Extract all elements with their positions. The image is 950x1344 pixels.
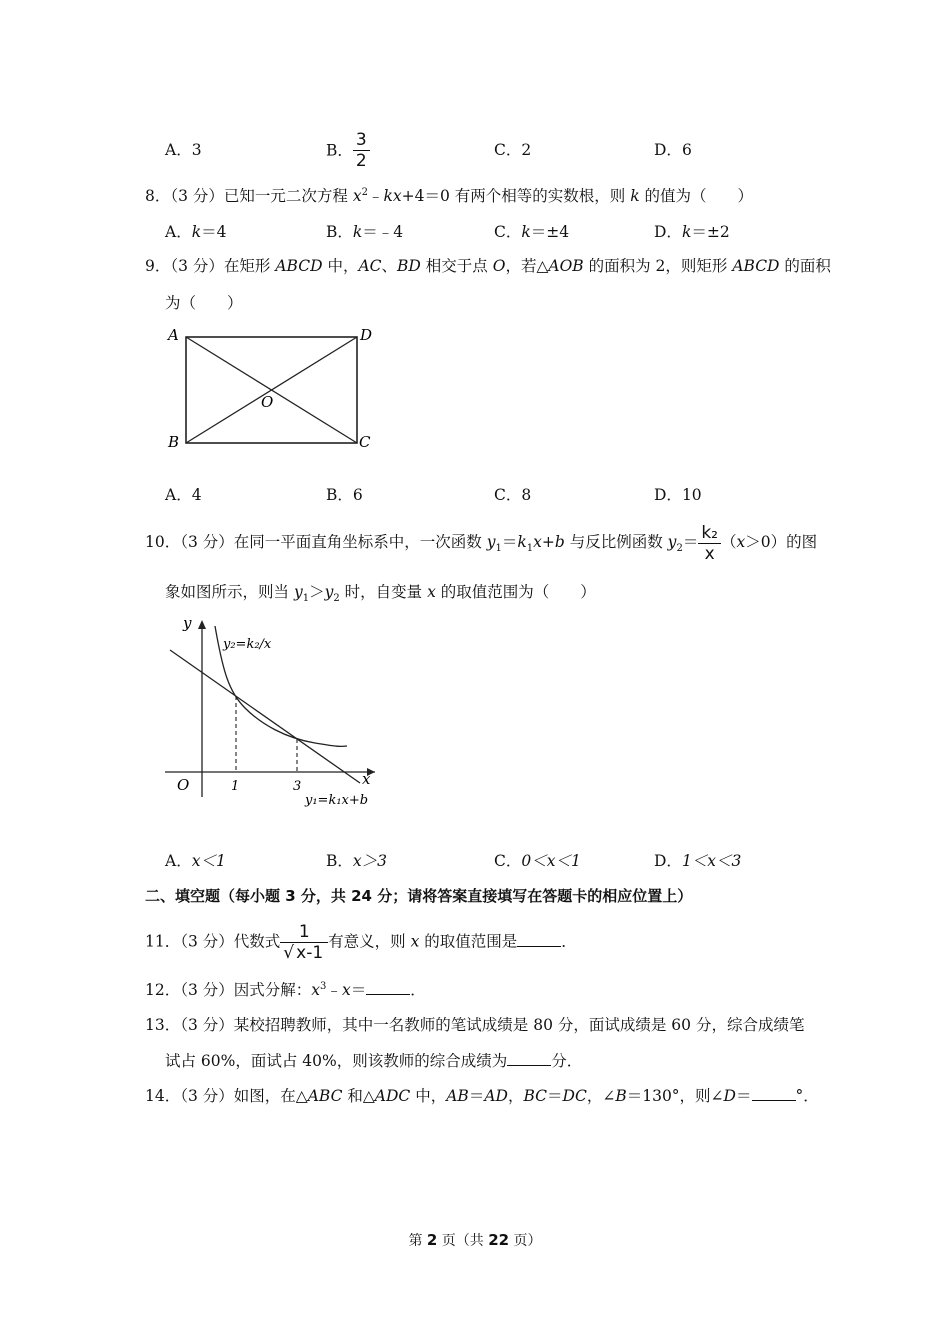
q9-stem: 9．（3 分）在矩形 ABCD 中，AC、BD 相交于点 O，若△AOB 的面积为 2，则矩形 ABCD 的面积 <box>145 257 831 275</box>
q14-stem: 14．（3 分）如图，在△ABC 和△ADC 中，AB＝AD，BC＝DC，∠B＝130°，则∠D＝ °． <box>145 1087 819 1105</box>
x-axis-label: x <box>362 770 371 788</box>
label-o: O <box>261 393 274 411</box>
page-number: 2 <box>426 1231 438 1249</box>
fraction-k2-over-x: $\frac{\text{k₂}}{x}$ <box>698 523 721 564</box>
q10-option-a: A．x＜1 <box>165 852 226 870</box>
answer-blank[interactable] <box>752 1100 796 1101</box>
q10-graph-figure <box>165 612 395 822</box>
linear-function-line <box>170 650 360 783</box>
line-label: y₁=k₁x+b <box>305 793 369 808</box>
answer-blank[interactable] <box>366 994 410 995</box>
label-c: C <box>359 433 371 451</box>
origin-label: O <box>177 776 190 794</box>
page-footer: 第 2 页（共 22 页） <box>408 1231 542 1249</box>
q8-option-c: C．k＝±4 <box>494 223 570 241</box>
q12-stem: 12．（3 分）因式分解：$x^3﹣x=$ ． <box>145 980 426 999</box>
q9-option-b: B．6 <box>326 486 363 504</box>
fraction-1-over-sqrt: $\frac{1}{√ x-1}$ <box>280 922 328 963</box>
answer-blank[interactable] <box>507 1065 551 1066</box>
label-d: D <box>360 326 373 344</box>
answer-blank[interactable] <box>517 946 561 947</box>
q9-option-c: C．8 <box>494 486 532 504</box>
q8-option-d: D．k＝±2 <box>654 223 730 241</box>
fraction: $\frac{3}{2}$ <box>353 130 370 171</box>
y-axis-label: y <box>183 614 192 632</box>
q13-stem-line2: 试占 60%，面试占 40%，则该教师的综合成绩为 分． <box>165 1052 583 1070</box>
q10-stem-line2: 象如图所示，则当 $y_1>y_2$ 时，自变量 x 的取值范围为（ ） <box>165 583 596 605</box>
q7-option-a: A．3 <box>165 141 202 159</box>
page-total: 22 <box>488 1231 510 1249</box>
q9-stem-line2: 为（ ） <box>165 294 243 312</box>
q10-option-c: C．0＜x＜1 <box>494 852 581 870</box>
q13-stem: 13．（3 分）某校招聘教师，其中一名教师的笔试成绩是 80 分，面试成绩是 60 分，综合成绩笔 <box>145 1016 805 1034</box>
tick-3: 3 <box>293 779 302 794</box>
q7-option-c: C．2 <box>494 141 532 159</box>
q10-option-b: B．x＞3 <box>326 852 387 870</box>
label-a: A <box>168 326 179 344</box>
y-axis-arrow <box>198 620 206 629</box>
label-b: B <box>168 433 180 451</box>
q7-option-d: D．6 <box>654 141 692 159</box>
q11-stem: 11．（3 分）代数式 $\frac{1}{√ x-1}$ 有意义，则 x 的取值范围是 ． <box>145 922 577 963</box>
q9-option-a: A．4 <box>165 486 202 504</box>
q10-option-d: D．1＜x＜3 <box>654 852 742 870</box>
tick-1: 1 <box>231 779 240 794</box>
q9-rectangle-figure <box>160 320 390 460</box>
q8-option-a: A．k＝4 <box>165 223 227 241</box>
q8-stem: 8．（3 分）已知一元二次方程 $x^2﹣kx+4=0$ 有两个相等的实数根，则 k 的值为（ ） <box>145 186 754 205</box>
q10-stem: 10．（3 分）在同一平面直角坐标系中，一次函数 $y_1=k_1x+b$ 与反比例函数 $y_2=$ $\frac{\text{k₂}}{x}$ （x＞0）的图 <box>145 522 818 564</box>
q8-option-b: B．k＝﹣4 <box>326 223 404 241</box>
q9-option-d: D．10 <box>654 486 702 504</box>
section-2-title: 二、填空题（每小题 3 分，共 24 分；请将答案直接填写在答题卡的相应位置上） <box>145 887 693 905</box>
q7-option-b: B． $\frac{3}{2}$ <box>326 130 370 171</box>
curve-label: y₂=k₂/x <box>223 637 272 652</box>
